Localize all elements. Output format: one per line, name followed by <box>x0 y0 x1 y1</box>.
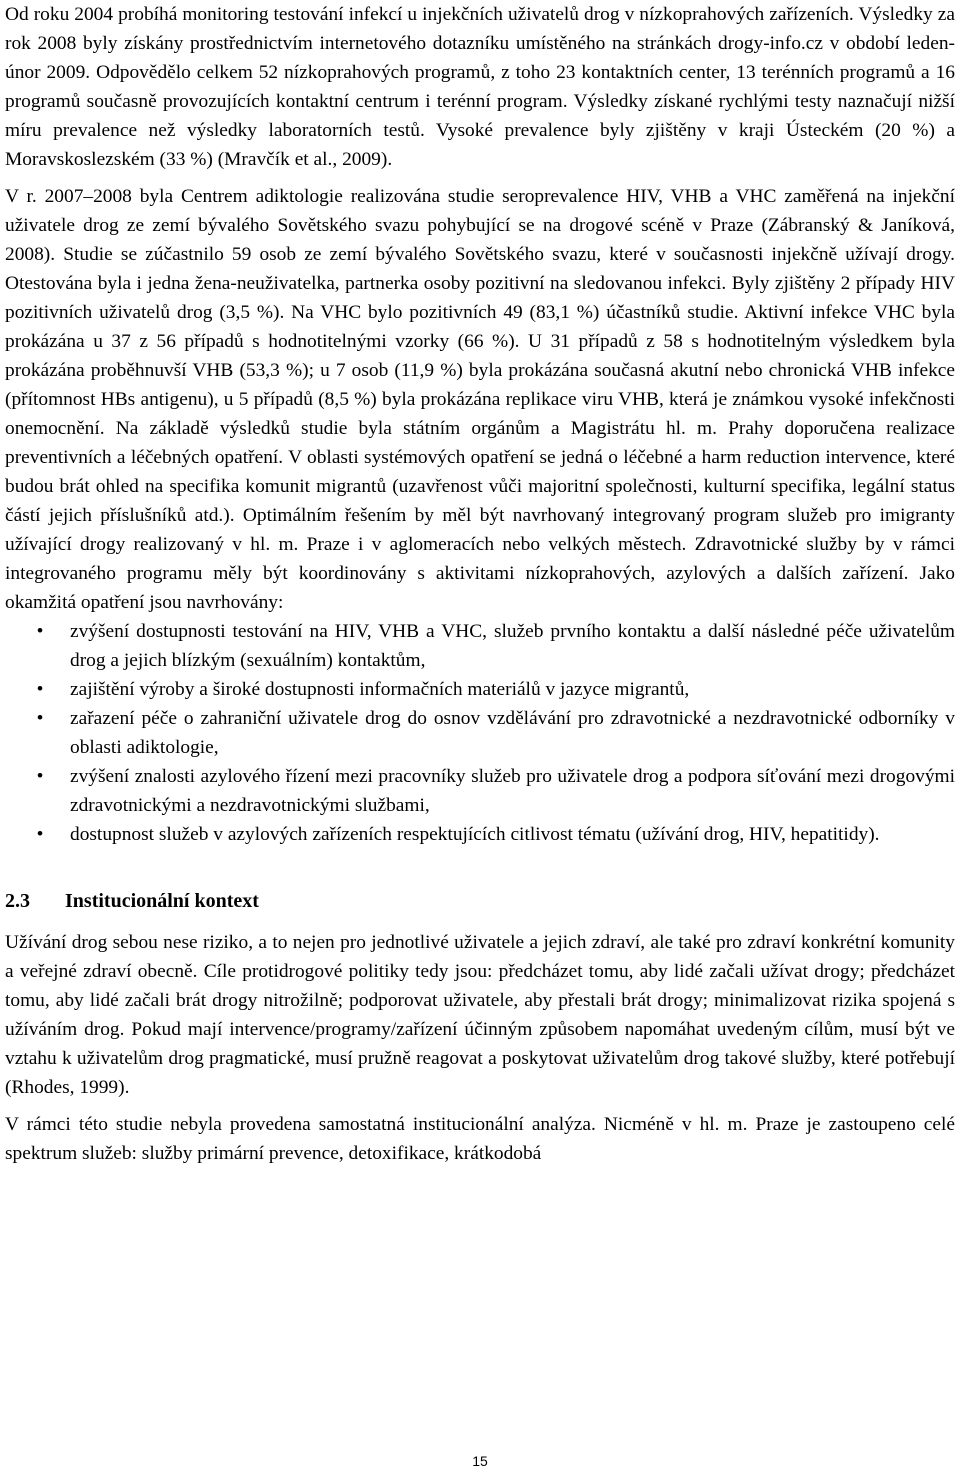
list-item-text: zajištění výroby a široké dostupnosti informačních materiálů v jazyce migrantů, <box>70 679 690 700</box>
list-item <box>5 820 955 849</box>
bullet-icon: • <box>36 766 44 787</box>
bullet-icon: • <box>36 708 44 729</box>
paragraph-institutional-analysis: V rámci této studie nebyla provedena samostatná institucionální analýza. Nicméně v hl. m. Praze je zastoupeno celé spektrum služeb: služby primární prevence, detoxifikace, krátkodobá <box>5 1114 955 1164</box>
list-item-text: dostupnost služeb v azylových zařízeních respektujících citlivost tématu (užívání drog, HIV, hepatitidy). <box>70 824 880 845</box>
list-item-text: zařazení péče o zahraniční uživatele drog do osnov vzdělávání pro zdravotnické a nezdravotnické odborníky v oblasti adiktologie, <box>70 708 955 758</box>
bullet-icon: • <box>36 679 44 700</box>
paragraph-drug-policy: Užívání drog sebou nese riziko, a to nejen pro jednotlivé uživatele a jejich zdraví, ale také pro zdraví konkrétní komunity a veřejné zdraví obecně. Cíle protidrogové politiky tedy jsou: předcházet tomu, aby lidé začali užívat drogy; předcházet tomu, aby lidé začali brát drogy nitrožilně; podporovat uživatele, aby přestali brát drogy; minimalizovat rizika spojená s užíváním drog. Pokud mají intervence/programy/zařízení účinným způsobem napomáhat uvedeným cílům, musí být ve vztahu k uživatelům drog pragmatické, musí pružně reagovat a poskytovat uživatelům drog takové služby, které potřebují (Rhodes, 1999). <box>5 932 955 1098</box>
recommended-measures-list <box>5 617 955 849</box>
list-item <box>5 704 955 762</box>
paragraph-seroprevalence-study: V r. 2007–2008 byla Centrem adiktologie realizována studie seroprevalence HIV, VHB a VHC zaměřená na injekční uživatele drog ze zemí bývalého Sovětského svazu pohybující se na drogové scéně v Praze (Zábranský & Janíková, 2008). Studie se zúčastnilo 59 osob ze zemí bývalého Sovětského svazu, které v současnosti injekčně užívají drogy. Otestována byla i jedna žena-neuživatelka, partnerka osoby pozitivní na sledovanou infekci. Byly zjištěny 2 případy HIV pozitivních uživatelů drog (3,5 %). Na VHC bylo pozitivních 49 (83,1 %) účastníků studie. Aktivní infekce VHC byla prokázána u 37 z 56 případů s hodnotitelnými vzorky (66 %). U 31 případů z 58 s hodnotitelným výsledkem byla prokázána proběhnuvší VHB (53,3 %); u 7 osob (11,9 %) byla prokázána současná akutní nebo chronická VHB infekce (přítomnost HBs antigenu), u 5 případů (8,5 %) byla prokázána replikace viru VHB, která je známkou vysoké infekčnosti onemocnění. Na základě výsledků studie byla státním orgánům a Magistrátu hl. m. Prahy doporučena realizace preventivních a léčebných opatření. V oblasti systémových opatření se jedná o léčebné a harm reduction intervence, které budou brát ohled na specifika komunit migrantů (uzavřenost vůči majoritní společnosti, kulturní specifika, legální status částí jejich příslušníků atd.). Optimálním řešením by měl být navrhovaný integrovaný program služeb pro imigranty užívající drogy realizovaný v hl. m. Praze i v aglomeracích nebo velkých městech. Zdravotnické služby by v rámci integrovaného programu měly být koordinovány s aktivitami nízkoprahových, azylových a dalších zařízení. Jako okamžitá opatření jsou navrhovány: <box>5 186 955 613</box>
section-heading <box>5 887 955 915</box>
list-item-text: zvýšení dostupnosti testování na HIV, VHB a VHC, služeb prvního kontaktu a další následné péče uživatelům drog a jejich blízkým (sexuálním) kontaktům, <box>70 621 955 671</box>
list-item <box>5 762 955 820</box>
section-number: 2.3 <box>5 890 30 912</box>
page-number: 15 <box>472 1453 488 1469</box>
list-item <box>5 675 955 704</box>
list-item-text: zvýšení znalosti azylového řízení mezi pracovníky služeb pro uživatele drog a podpora síťování mezi drogovými zdravotnickými a nezdravotnickými službami, <box>70 766 955 816</box>
bullet-icon: • <box>36 621 44 642</box>
paragraph-monitoring: Od roku 2004 probíhá monitoring testování infekcí u injekčních uživatelů drog v nízkoprahových zařízeních. Výsledky za rok 2008 byly získány prostřednictvím internetového dotazníku umístěného na stránkách drogy-info.cz v období leden-únor 2009. Odpovědělo celkem 52 nízkoprahových programů, z toho 23 kontaktních center, 13 terénních programů a 16 programů současně provozujících kontaktní centrum i terénní program. Výsledky získané rychlými testy naznačují nižší míru prevalence než výsledky laboratorních testů. Vysoké prevalence byly zjištěny v kraji Ústeckém (20 %) a Moravskoslezském (33 %) (Mravčík et al., 2009). <box>5 4 955 170</box>
document-page <box>5 0 955 1168</box>
section-title: Institucionální kontext <box>65 890 259 912</box>
bullet-icon: • <box>36 824 44 845</box>
list-item <box>5 617 955 675</box>
